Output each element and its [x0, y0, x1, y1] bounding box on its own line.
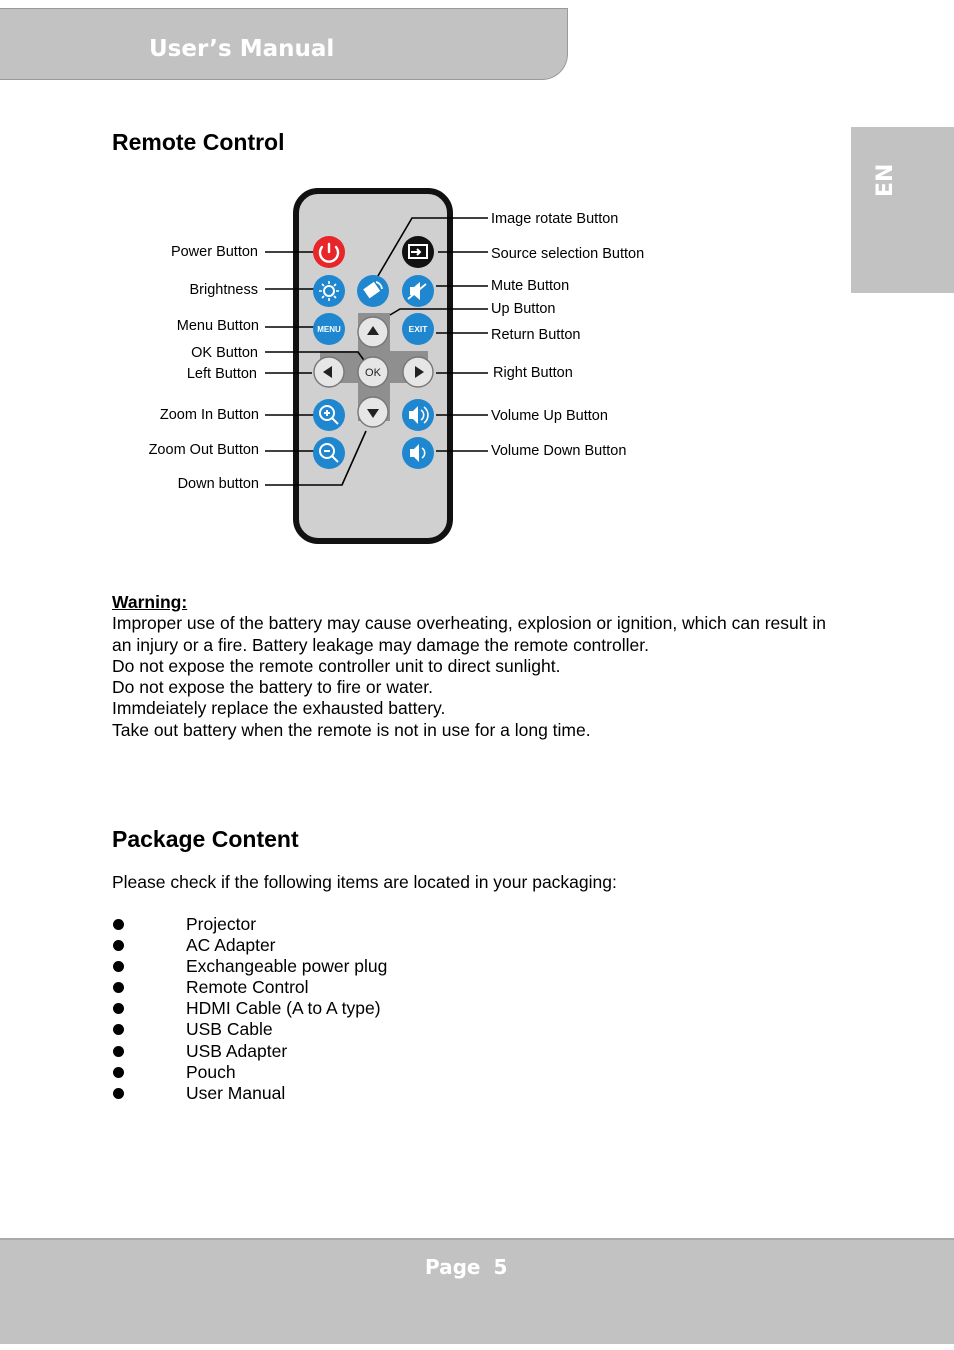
- right-button-label: Right Button: [493, 365, 573, 381]
- svg-text:EXIT: EXIT: [408, 324, 428, 334]
- rotate-key: [357, 275, 389, 307]
- return-button-label: Return Button: [491, 327, 581, 343]
- down-key: [358, 397, 388, 427]
- ok-button-label: OK Button: [191, 345, 258, 361]
- warning-line: Do not expose the remote controller unit to direct sunlight.: [112, 655, 561, 676]
- warning-line: Take out battery when the remote is not in use for a long time.: [112, 719, 591, 740]
- up-key: [358, 317, 388, 347]
- language-code: EN: [873, 163, 898, 197]
- language-tab: [851, 127, 954, 293]
- page-label: Page: [425, 1255, 481, 1279]
- list-item: USB Adapter: [112, 1041, 387, 1062]
- list-item: Pouch: [112, 1062, 387, 1083]
- mute-key: [402, 275, 434, 307]
- down-button-label: Down button: [177, 476, 259, 492]
- zoom-out-key: [313, 437, 345, 469]
- remote-control-heading: Remote Control: [112, 129, 285, 155]
- list-item: USB Cable: [112, 1019, 387, 1040]
- page-number: 5: [493, 1255, 508, 1279]
- header-tab: [0, 8, 568, 80]
- power-button-label: Power Button: [170, 244, 258, 260]
- bullet-icon: [113, 1067, 124, 1078]
- bullet-icon: [113, 940, 124, 951]
- left-key: [314, 357, 344, 387]
- image-rotate-button-label: Image rotate Button: [491, 211, 619, 227]
- source-selection-button-label: Source selection Button: [491, 246, 645, 262]
- bullet-icon: [113, 1088, 124, 1099]
- list-item: HDMI Cable (A to A type): [112, 998, 387, 1019]
- left-button-label: Left Button: [186, 366, 257, 382]
- list-item: Projector: [112, 914, 387, 935]
- list-item: Remote Control: [112, 977, 387, 998]
- mute-button-label: Mute Button: [491, 278, 570, 294]
- bullet-icon: [113, 1003, 124, 1014]
- volume-down-key: [402, 437, 434, 469]
- bullet-icon: [113, 1046, 124, 1057]
- remote-diagram: [130, 185, 690, 555]
- warning-line: Immdeiately replace the exhausted battery.: [112, 698, 446, 719]
- list-item: User Manual: [112, 1083, 387, 1104]
- source-key: [402, 236, 434, 268]
- bullet-icon: [113, 1024, 124, 1035]
- warning-block: [112, 592, 832, 741]
- volume-up-button-label: Volume Up Button: [491, 408, 608, 424]
- svg-text:MENU: MENU: [317, 325, 341, 334]
- svg-text:OK: OK: [365, 367, 381, 379]
- brightness-key: [313, 275, 345, 307]
- ok-key: [358, 357, 388, 387]
- bullet-icon: [113, 982, 124, 993]
- right-key: [403, 357, 433, 387]
- menu-key: [313, 313, 345, 345]
- package-list: [112, 914, 387, 1104]
- warning-line: Do not expose the battery to fire or water.: [112, 677, 434, 698]
- list-item: Exchangeable power plug: [112, 956, 387, 977]
- warning-title: Warning:: [112, 592, 188, 612]
- bullet-icon: [113, 961, 124, 972]
- brightness-label: Brightness: [189, 282, 258, 298]
- warning-line: Improper use of the battery may cause overheating, explosion or ignition, which can result in an injury or a fire. Battery leakage may damage the remote controller.: [112, 613, 826, 655]
- page-indicator: [425, 1255, 507, 1279]
- zoom-in-key: [313, 399, 345, 431]
- zoom-in-button-label: Zoom In Button: [159, 407, 259, 423]
- volume-down-button-label: Volume Down Button: [491, 443, 627, 459]
- exit-key: [402, 313, 434, 345]
- list-item: AC Adapter: [112, 935, 387, 956]
- manual-title: User’s Manual: [149, 36, 335, 62]
- menu-button-label: Menu Button: [176, 318, 259, 334]
- power-key: [313, 236, 345, 268]
- page-footer: [0, 1238, 954, 1344]
- volume-up-key: [402, 399, 434, 431]
- zoom-out-button-label: Zoom Out Button: [148, 442, 259, 458]
- up-button-label: Up Button: [491, 301, 556, 317]
- package-intro: Please check if the following items are located in your packaging:: [112, 872, 617, 892]
- package-content-heading: Package Content: [112, 826, 299, 852]
- bullet-icon: [113, 919, 124, 930]
